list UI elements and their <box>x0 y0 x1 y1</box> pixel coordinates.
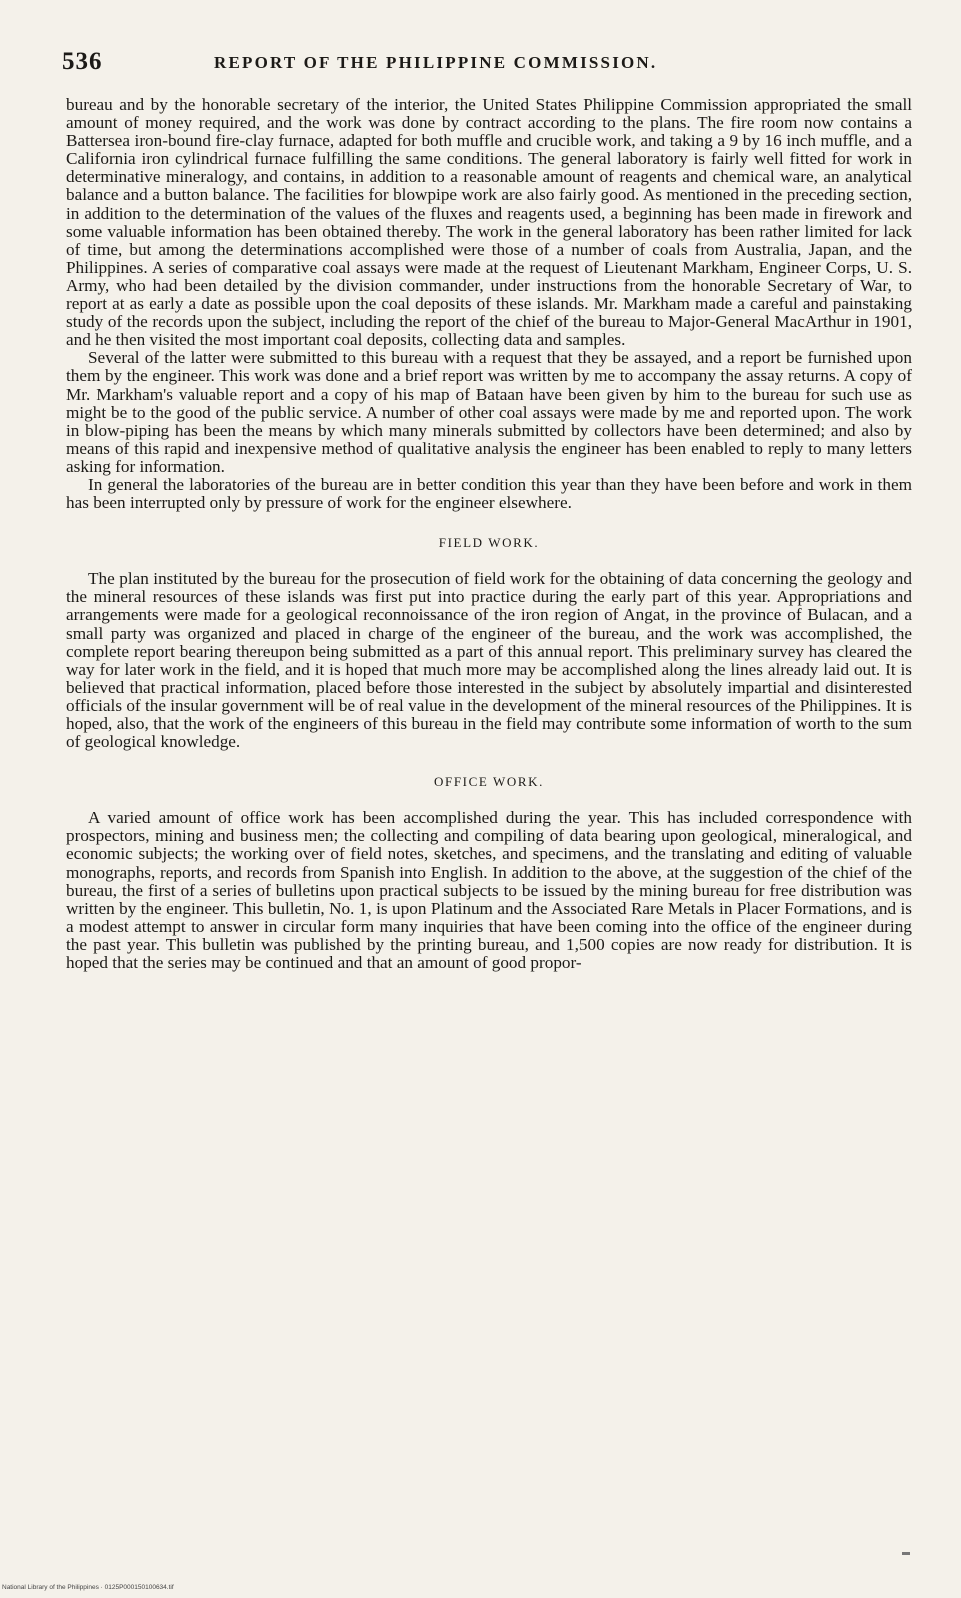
page-header <box>62 48 922 78</box>
field-work-heading: FIELD WORK. <box>438 535 540 551</box>
page-number: 536 <box>62 48 103 75</box>
paragraph-coal-assays: Several of the latter were submitted to this bureau with a request that they be assayed, and a report be furnished upon them by the engineer. This work was done and a brief report was written by me to accompany the assay returns. A copy of Mr. Markham's valuable report and a copy of his map of Bataan have been given by him to the bureau for such use as might be to the good of the public service. A number of other coal assays were made by me and reported upon. The work in blow-piping has been the means by which many minerals submitted by collectors have been determined; and also by means of this rapid and inexpensive method of qualitative analysis the engineer has been enabled to reply to many letters asking for information. <box>66 348 912 476</box>
scan-credit: National Library of the Philippines · 0125P000150100634.tif <box>2 1584 174 1591</box>
paragraph-laboratory-continued: bureau and by the honorable secretary of the interior, the United States Philippine Commission appropriated the small amount of money required, and the work was done by contract according to the plans. The fire room now contains a Battersea iron-bound fire-clay furnace, adapted for both muffle and crucible work, and taking a 9 by 16 inch muffle, and a California iron cylindrical furnace fulfilling the same conditions. The general laboratory is fairly well fitted for work in determinative mineralogy, and contains, in addition to a reasonable amount of reagents and chemical ware, an analytical balance and a button balance. The facilities for blowpipe work are also fairly good. As mentioned in the preceding section, in addition to the determination of the values of the fluxes and reagents used, a beginning has been made in firework and some valuable information has been obtained thereby. The work in the general laboratory has been rather limited for lack of time, but among the determinations accomplished were those of a number of coals from Australia, Japan, and the Philippines. A series of comparative coal assays were made at the request of Lieutenant Markham, Engineer Corps, U. S. Army, who had been detailed by the division commander, under instructions from the honorable Secretary of War, to report at as early a date as possible upon the coal deposits of these islands. Mr. Markham made a careful and painstaking study of the records upon the subject, including the report of the chief of the bureau to Major-General MacArthur in 1901, and he then visited the most important coal deposits, collecting data and samples. <box>66 95 912 350</box>
paragraph-laboratory-condition: In general the laboratories of the bureau are in better condition this year than they have been before and work in them has been interrupted only by pressure of work for the engineer elsewhere. <box>66 474 912 513</box>
page-body <box>66 96 912 972</box>
running-head: REPORT OF THE PHILIPPINE COMMISSION. <box>214 53 658 72</box>
scan-mark <box>902 1552 910 1555</box>
paragraph-office-work: A varied amount of office work has been accomplished during the year. This has included correspondence with prospectors, mining and business men; the collecting and compiling of data bearing upon geological, mineralogical, and economic subjects; the working over of field notes, sketches, and specimens, and the translating and editing of valuable monographs, reports, and records from Spanish into English. In addition to the above, at the suggestion of the chief of the bureau, the first of a series of bulletins upon practical subjects to be issued by the mining bureau for free distribution was written by the engineer. This bulletin, No. 1, is upon Platinum and the Associated Rare Metals in Placer Formations, and is a modest attempt to answer in circular form many inquiries that have been coming into the office of the engineer during the past year. This bulletin was published by the printing bureau, and 1,500 copies are now ready for distribution. It is hoped that the series may be continued and that an amount of good propor- <box>66 808 912 973</box>
paragraph-field-work: The plan instituted by the bureau for the prosecution of field work for the obtaining of data concerning the geology and the mineral resources of these islands was first put into practice during the early part of this year. Appropriations and arrangements were made for a geological reconnoissance of the iron region of Angat, in the province of Bulacan, and a small party was organized and placed in charge of the engineer of the bureau, and the work was accomplished, the complete report bearing thereupon being submitted as a part of this annual report. This preliminary survey has cleared the way for later work in the field, and it is hoped that much more may be accomplished along the lines already laid out. It is believed that practical information, placed before those interested in the subject by absolutely impartial and disinterested officials of the insular government will be of real value in the development of the mineral resources of the Philippines. It is hoped, also, that the work of the engineers of this bureau in the field may contribute some information of worth to the sum of geological knowledge. <box>66 569 912 752</box>
office-work-heading: OFFICE WORK. <box>434 774 544 790</box>
